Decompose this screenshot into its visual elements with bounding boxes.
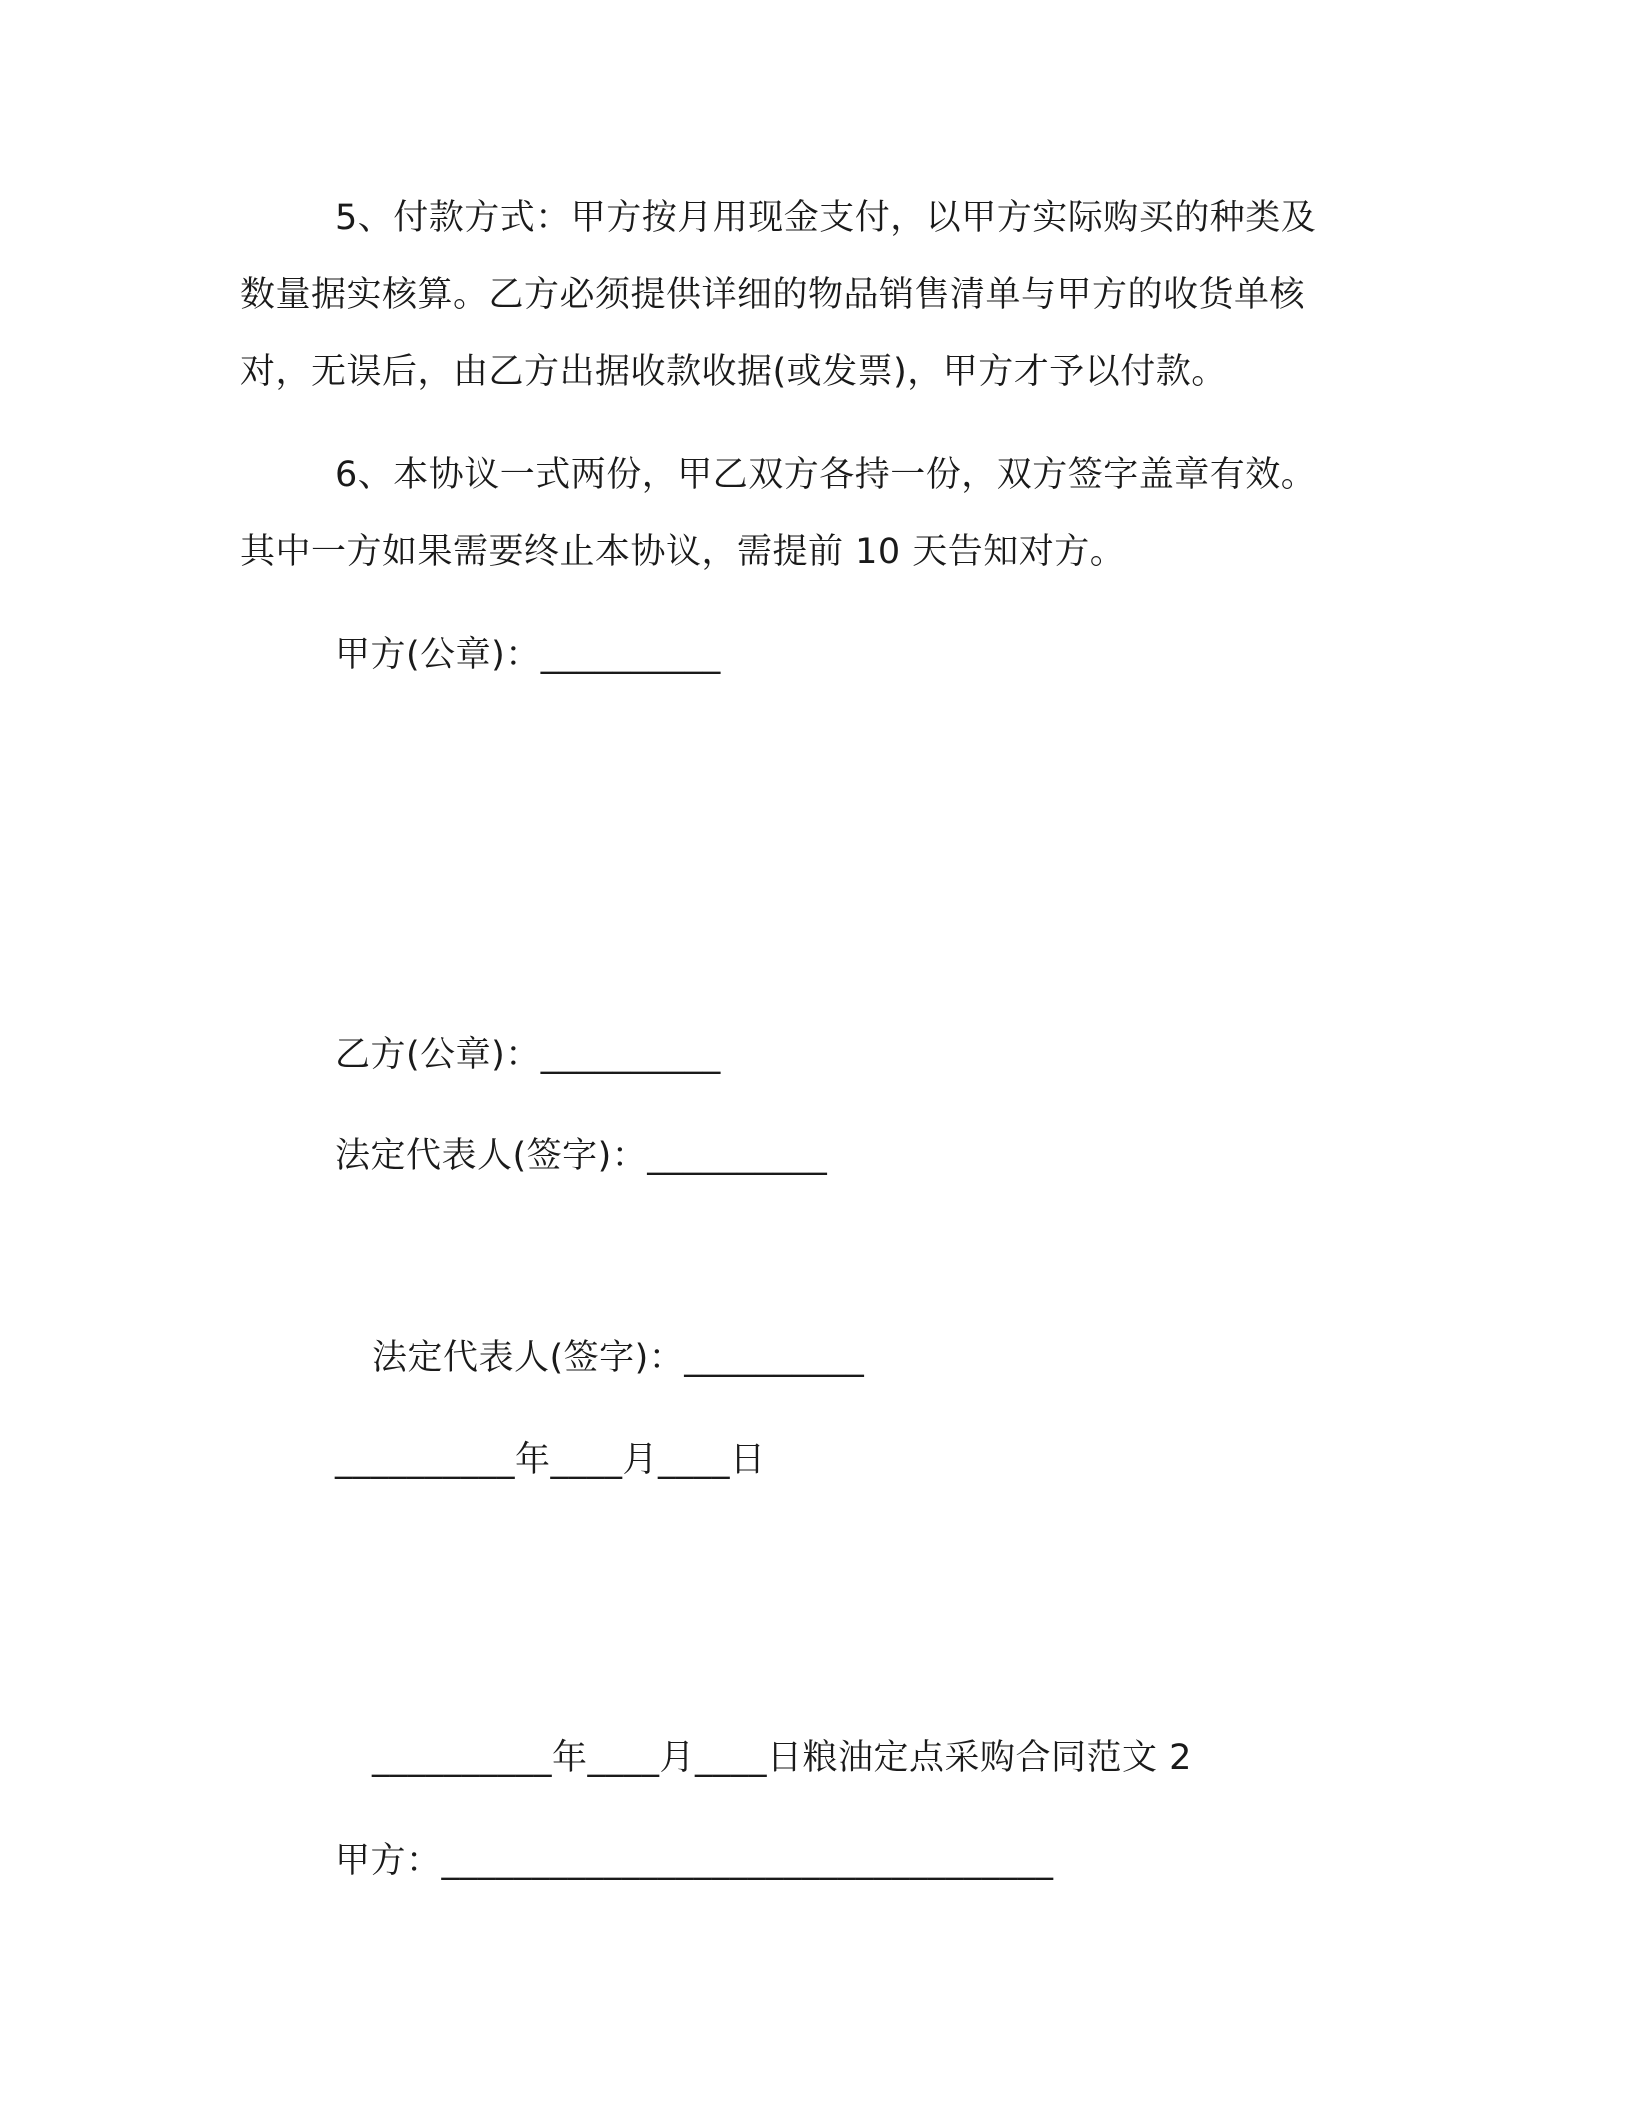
clause-6-line-1: 6、本协议一式两份，甲乙双方各持一份，双方签字盖章有效。	[335, 455, 1317, 495]
party-b-seal-line: 乙方(公章)：__________	[335, 1035, 721, 1075]
clause-5-line-1: 5、付款方式：甲方按月用现金支付，以甲方实际购买的种类及	[335, 198, 1317, 238]
clause-6-line-2: 其中一方如果需要终止本协议，需提前 10 天告知对方。	[240, 532, 1126, 572]
date-line: __________年____月____日	[335, 1440, 766, 1480]
next-party-a-line: 甲方：__________________________________	[335, 1841, 1054, 1881]
party-a-seal-line: 甲方(公章)：__________	[335, 635, 721, 675]
clause-5-line-3: 对，无误后，由乙方出据收款收据(或发票)，甲方才予以付款。	[240, 352, 1227, 392]
legal-representative-line-2: 法定代表人(签字)：__________	[372, 1338, 865, 1378]
legal-representative-line-1: 法定代表人(签字)：__________	[335, 1136, 828, 1176]
section-heading: __________年____月____日粮油定点采购合同范文 2	[372, 1738, 1192, 1778]
clause-5-line-2: 数量据实核算。乙方必须提供详细的物品销售清单与甲方的收货单核	[240, 275, 1306, 315]
